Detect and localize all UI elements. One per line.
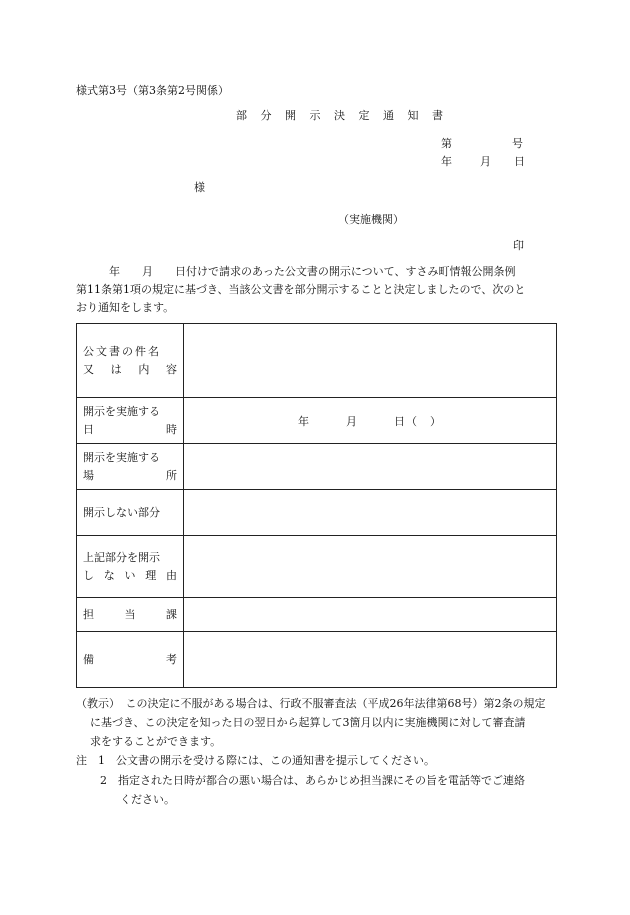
label-line	[83, 567, 177, 585]
label-char: 容	[165, 362, 177, 376]
instruction-line: 求をすることができます。	[90, 735, 222, 748]
label-char: 又	[83, 362, 94, 376]
label-line	[83, 361, 177, 379]
label-char: な	[103, 568, 115, 582]
label-char: 所	[166, 468, 177, 482]
table-row	[77, 490, 557, 536]
label-line	[83, 651, 177, 669]
label-line	[83, 421, 177, 439]
value-undisclosed-part[interactable]	[184, 490, 557, 536]
value-nondisclosure-reason[interactable]	[184, 536, 557, 598]
label-char: 場	[83, 468, 94, 482]
table-row	[77, 536, 557, 598]
label-char: 備	[83, 652, 94, 666]
label-remarks	[77, 632, 184, 688]
instruction-line: （教示） この決定に不服がある場合は、行政不服審査法（平成26年法律第68号）第2条の規定	[76, 697, 546, 710]
label-char: 当	[124, 607, 136, 621]
value-remarks[interactable]	[184, 632, 557, 688]
label-char: 理	[145, 568, 157, 582]
label-char: い	[124, 568, 136, 582]
date-month-label: 月	[480, 155, 491, 168]
document-title: 部 分 開 示 決 定 通 知 書	[236, 109, 448, 122]
value-disclosure-datetime[interactable]	[184, 398, 557, 444]
label-char: 内	[138, 362, 150, 376]
notice-body	[76, 263, 556, 317]
seal-mark: 印	[513, 239, 524, 252]
date-year-label: 年	[441, 155, 452, 168]
addressee-honorific: 様	[194, 181, 205, 194]
label-line: 開示を実施する	[83, 404, 160, 418]
label-document-subject	[77, 324, 184, 398]
label-char: 由	[166, 568, 177, 582]
number-suffix: 号	[512, 137, 523, 150]
value-disclosure-place[interactable]	[184, 444, 557, 490]
label-char: 時	[166, 422, 177, 436]
label-undisclosed-part: 開示しない部分	[77, 490, 184, 536]
label-responsible-section	[77, 598, 184, 632]
body-line: おり通知をします。	[76, 301, 175, 314]
date-day-label: 日	[514, 155, 525, 168]
note-2-continuation: ください。	[120, 793, 175, 806]
label-disclosure-place	[77, 444, 184, 490]
number-prefix: 第	[441, 137, 452, 150]
decision-table	[76, 323, 557, 688]
table-row	[77, 632, 557, 688]
label-line: 開示を実施する	[83, 450, 160, 464]
label-char: 考	[166, 652, 177, 666]
label-line: 公文書の件名	[83, 344, 161, 358]
value-document-subject[interactable]	[184, 324, 557, 398]
label-char: し	[83, 568, 94, 582]
value-responsible-section[interactable]	[184, 598, 557, 632]
table-row	[77, 444, 557, 490]
note-1: 注 1 公文書の開示を受ける際には、この通知書を提示してください。	[76, 754, 435, 767]
label-char: 課	[166, 607, 177, 621]
label-nondisclosure-reason	[77, 536, 184, 598]
form-number: 様式第3号（第3条第2号関係）	[76, 84, 229, 97]
label-char: 日	[83, 422, 94, 436]
note-2: 2 指定された日時が都合の悪い場合は、あらかじめ担当課にその旨を電話等でご連絡	[100, 774, 525, 787]
label-disclosure-datetime	[77, 398, 184, 444]
label-line	[83, 467, 177, 485]
body-line: 年 月 日付けで請求のあった公文書の開示について、すさみ町情報公開条例	[76, 265, 516, 278]
table-row	[77, 598, 557, 632]
label-char: 担	[83, 607, 94, 621]
label-line: 上記部分を開示	[83, 550, 160, 564]
label-char: は	[110, 362, 122, 376]
table-row	[77, 398, 557, 444]
datetime-placeholder: 年 月 日（ ）	[298, 414, 442, 428]
label-line	[83, 606, 177, 624]
table-row	[77, 324, 557, 398]
implementing-agency: （実施機関）	[338, 213, 404, 226]
body-line: 第11条第1項の規定に基づき、当該公文書を部分開示することと決定しましたので、次のと	[76, 283, 526, 296]
instruction-line: に基づき、この決定を知った日の翌日から起算して3箇月以内に実施機関に対して審査請	[90, 716, 526, 729]
